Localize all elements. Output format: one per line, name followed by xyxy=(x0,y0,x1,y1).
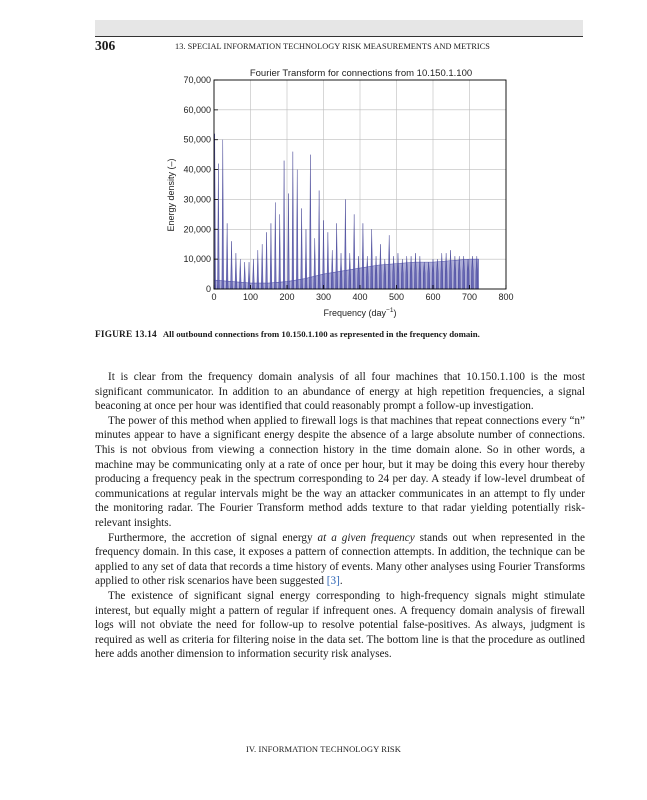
spectral-peak xyxy=(392,256,394,289)
spectral-peak xyxy=(410,256,412,289)
chart-title: Fourier Transform for connections from 10.150.1.100 xyxy=(249,68,473,79)
y-tick-label: 70,000 xyxy=(183,75,211,85)
y-axis xyxy=(183,75,218,294)
paragraph-1: It is clear from the frequency domain analysis of all four machines that 10.150.1.100 is the most significant communicator. In addition to an abundance of energy at high repetition frequencies, a signal beaconing at once per hour was identified that could reasonably prompt a follow-up investigation. xyxy=(95,371,585,413)
y-axis-label: Energy density (–) xyxy=(166,158,176,232)
spectral-peak xyxy=(279,214,281,289)
spectral-peak xyxy=(384,259,386,289)
paragraph-3-text-a: Furthermore, the accretion of signal energy xyxy=(108,531,318,544)
body-text xyxy=(95,370,585,662)
footer-part-title: IV. INFORMATION TECHNOLOGY RISK xyxy=(245,744,401,754)
spectral-peak xyxy=(388,235,390,289)
spectral-peak xyxy=(226,223,228,289)
spectral-peak xyxy=(327,232,329,289)
spectral-peak xyxy=(287,193,289,289)
spectral-peak xyxy=(349,253,351,289)
chart-plot-area xyxy=(214,134,479,289)
spectral-peak xyxy=(309,155,311,289)
spectral-peak xyxy=(217,164,219,289)
citation-link[interactable]: [3] xyxy=(326,575,340,588)
x-axis-label-superscript: −1 xyxy=(386,307,394,314)
spectral-peak xyxy=(397,253,399,289)
x-axis-label-main: Frequency (day xyxy=(323,308,387,318)
spectral-peak xyxy=(265,232,267,289)
x-tick-label: 600 xyxy=(425,292,441,302)
y-tick-label: 60,000 xyxy=(183,104,211,115)
paragraph-4: The existence of significant signal energy corresponding to high-frequency signals might stimulate interest, but equally might a pattern of regular if infrequent ones. A frequency domain analysis of firewall logs will not obviate the need for follow-up to resolve potential false-positives. As always, judgment is required as well as criteria for filtering noise in the data set. The bottom line is that the procedure as outlined here adds another dimension to information security risk analyses. xyxy=(95,589,585,661)
spectral-peak xyxy=(353,214,355,289)
paragraph-3-text-c: . xyxy=(339,575,343,588)
spectral-peak xyxy=(357,256,359,289)
spectral-peak xyxy=(375,256,377,289)
x-axis-label-suffix: ) xyxy=(393,308,397,318)
spectral-peak xyxy=(239,259,241,289)
spectral-peak xyxy=(252,259,254,289)
spectral-peak xyxy=(222,140,224,289)
x-tick-label: 800 xyxy=(498,292,514,302)
spectral-peak xyxy=(270,223,272,289)
fourier-chart xyxy=(150,60,530,328)
spectral-peak xyxy=(261,244,263,289)
spectral-peak xyxy=(362,223,364,289)
spectral-peak xyxy=(257,250,259,289)
y-tick-label: 40,000 xyxy=(183,164,211,175)
spectral-peak xyxy=(419,256,421,289)
x-tick-label: 700 xyxy=(461,292,478,302)
spectral-peak xyxy=(406,256,408,289)
x-axis-label xyxy=(324,307,397,318)
header-rule xyxy=(95,36,583,37)
spectral-peak xyxy=(244,262,246,289)
x-tick-label: 100 xyxy=(242,292,259,302)
spectral-peak xyxy=(366,256,368,289)
y-tick-label: 50,000 xyxy=(183,134,211,145)
spectral-peak xyxy=(314,238,316,289)
spectral-peak xyxy=(235,253,237,289)
spectral-peak xyxy=(322,220,324,289)
spectral-peak xyxy=(318,190,320,289)
paragraph-3-emphasis: at a given frequency xyxy=(317,531,415,544)
spectral-peak xyxy=(230,241,232,289)
spectral-peak xyxy=(379,244,381,289)
spectral-peak xyxy=(283,161,285,289)
spectral-peak xyxy=(414,253,416,289)
x-tick-label: 300 xyxy=(315,292,332,302)
x-tick-label: 400 xyxy=(352,292,368,302)
spectral-peak xyxy=(340,253,342,289)
spectral-peak xyxy=(248,262,250,289)
spectral-peak xyxy=(449,250,451,289)
y-tick-label: 10,000 xyxy=(183,254,211,265)
spectral-peak xyxy=(331,250,333,289)
y-tick-label: 20,000 xyxy=(183,224,211,235)
spectral-peak xyxy=(292,152,294,289)
spectral-peak xyxy=(344,199,346,289)
x-tick-label: 200 xyxy=(279,292,295,302)
figure-caption xyxy=(95,329,585,340)
figure-label: FIGURE 13.14 xyxy=(95,330,157,340)
paragraph-3-text-b: stands out when represented in the frequency domain. In this case, it exposes a pattern of connection attempts. In addition, the technique can be applied to any set of data that records a time history of events. Many other analyses using Fourier Transforms applied to other risk scenarios have been suggested xyxy=(95,531,585,588)
spectral-peak xyxy=(371,229,373,289)
y-tick-label: 30,000 xyxy=(183,194,211,205)
paragraph-3 xyxy=(95,531,585,589)
header-bar xyxy=(95,20,583,36)
x-tick-label: 500 xyxy=(388,292,405,302)
spectral-peak xyxy=(301,208,303,289)
spectral-peak xyxy=(445,253,447,289)
spectral-peak xyxy=(336,223,338,289)
figure-caption-text: All outbound connections from 10.150.1.100 as represented in the frequency domain. xyxy=(162,329,480,339)
y-tick-label: 0 xyxy=(205,284,211,294)
spectral-peak xyxy=(274,202,276,289)
paragraph-2: The power of this method when applied to firewall logs is that machines that repeat connections every “n” minutes appear to have a significant energy despite the absence of a large absolute number of connections. This is not obvious from viewing a connection history in the time domain alone. So in other words, a machine may be communicating only at a rate of once per hour, but it may be doing this every hour thereby producing a frequency peak in the spectrum corresponding to 24 per day. A steady if low-level drumbeat of communications at regular intervals might be the way an attacker communicates in an attempt to fly under the monitoring radar. The Fourier Transform method adds texture to that radar yielding potentially risk-relevant insights. xyxy=(95,414,585,529)
page-number: 306 xyxy=(95,38,116,53)
spectral-peak xyxy=(441,253,443,289)
x-tick-label: 0 xyxy=(211,292,217,302)
running-title: 13. SPECIAL INFORMATION TECHNOLOGY RISK MEASUREMENTS AND METRICS xyxy=(175,42,490,51)
